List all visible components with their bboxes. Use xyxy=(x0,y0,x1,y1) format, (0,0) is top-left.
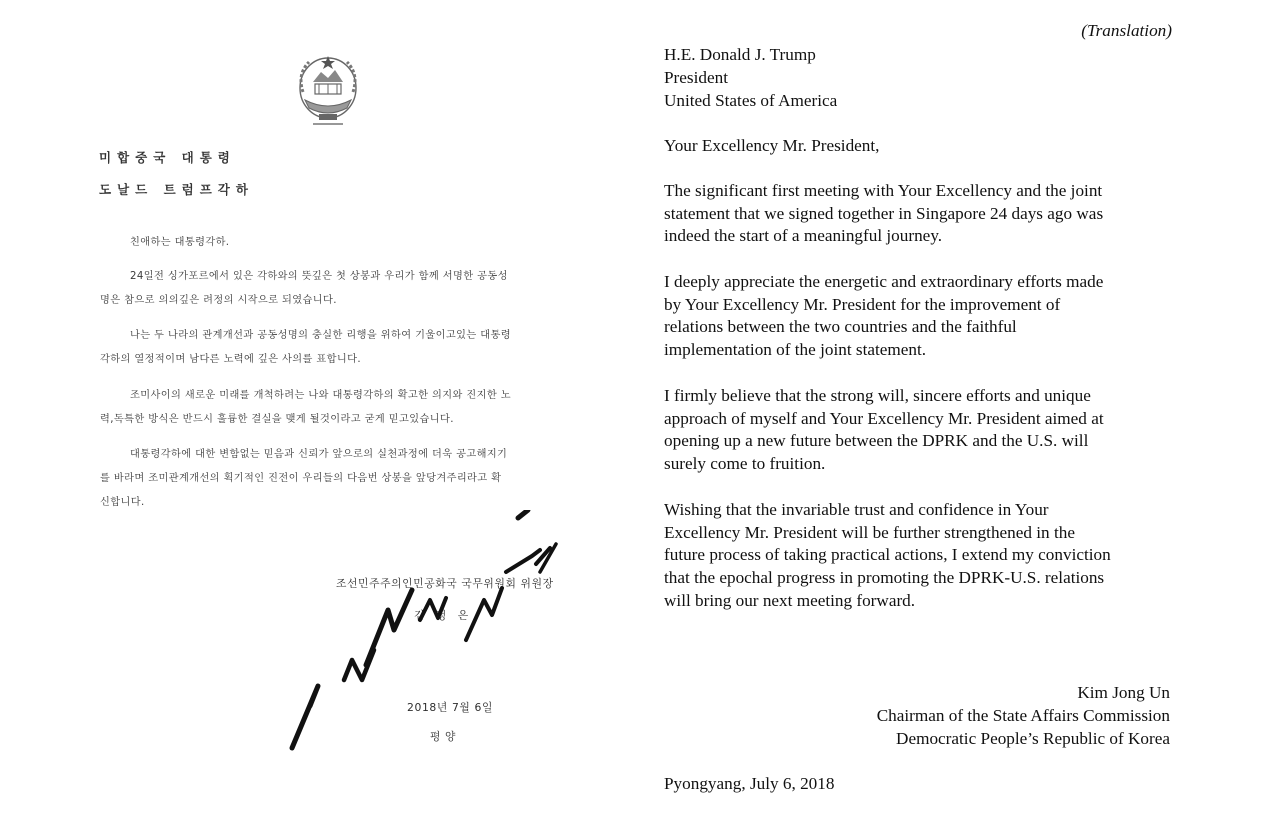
paragraph-line: I firmly believe that the strong will, sincere efforts and unique xyxy=(664,386,1091,405)
paragraph-3 xyxy=(664,385,1184,476)
paragraph-line: indeed the start of a meaningful journey. xyxy=(664,226,943,246)
korean-recipient-line-1: 미합중국 대통령 xyxy=(99,150,236,165)
paragraph-line: future process of taking practical actions, I extend my conviction xyxy=(664,545,1111,565)
korean-paragraph-line: 를 바라며 조미관계개선의 획기적인 진전이 우리들의 다음번 상봉을 앞당겨주리라고 확 xyxy=(100,473,502,484)
paragraph-line: implementation of the joint statement. xyxy=(664,340,927,360)
korean-place: 평 양 xyxy=(430,730,457,743)
korean-paragraph-line: 력,독특한 방식은 반드시 훌륭한 결실을 맺게 될것이라고 굳게 믿고있습니다. xyxy=(100,414,454,425)
recipient-name: H.E. Donald J. Trump xyxy=(664,45,816,64)
signatory-title: Chairman of the State Affairs Commission xyxy=(876,706,1170,725)
korean-original-letter xyxy=(0,0,630,817)
paragraph-line: approach of myself and Your Excellency Mr. President aimed at xyxy=(664,408,1104,428)
paragraph-line: surely come to fruition. xyxy=(664,454,826,474)
korean-signatory-title: 조선민주주의인민공화국 국무위원회 위원장 xyxy=(336,577,554,590)
paragraph-line: Wishing that the invariable trust and confidence in Your xyxy=(664,500,1049,519)
paragraph-4 xyxy=(664,499,1184,613)
korean-paragraph-line: 각하의 열정적이며 남다른 노력에 깊은 사의를 표합니다. xyxy=(100,354,362,365)
paragraph-line: I deeply appreciate the energetic and extraordinary efforts made xyxy=(664,272,1104,291)
english-translation-letter xyxy=(630,0,1280,817)
signatory-name: Kim Jong Un xyxy=(1077,683,1170,702)
korean-paragraph-line: 24일전 싱가포르에서 있은 각하와의 뜻깊은 첫 상봉과 우리가 함께 서명한 공동성 xyxy=(130,271,508,282)
korean-paragraph-line: 대통령각하에 대한 변함없는 믿음과 신뢰가 앞으로의 실천과정에 더욱 공고해지기 xyxy=(130,449,508,460)
paragraph-line: by Your Excellency Mr. President for the improvement of xyxy=(664,294,1061,314)
recipient-title: President xyxy=(664,68,728,87)
korean-paragraph-line: 조미사이의 새로운 미래를 개척하려는 나와 대통령각하의 확고한 의지와 진지한 노 xyxy=(130,390,511,401)
signatory-country: Democratic People’s Republic of Korea xyxy=(896,729,1170,748)
dprk-emblem-icon xyxy=(283,48,373,130)
korean-salutation: 친애하는 대통령각하. xyxy=(130,237,230,248)
korean-paragraph-line: 신합니다. xyxy=(100,497,145,508)
paragraph-line: relations between the two countries and the faithful xyxy=(664,317,1017,337)
recipient-country: United States of America xyxy=(664,91,838,110)
korean-paragraph-line: 나는 두 나라의 관계개선과 공동성명의 충실한 리행을 위하여 기울이고있는 대통령 xyxy=(130,330,511,341)
korean-paragraph-line: 명은 참으로 의의깊은 려정의 시작으로 되였습니다. xyxy=(100,295,337,306)
translation-note: (Translation) xyxy=(1081,21,1172,40)
place-and-date: Pyongyang, July 6, 2018 xyxy=(664,774,835,793)
korean-recipient-line-2: 도날드 트럼프각하 xyxy=(99,182,254,197)
paragraph-line: The significant first meeting with Your Excellency and the joint xyxy=(664,181,1103,200)
paragraph-line: opening up a new future between the DPRK and the U.S. will xyxy=(664,431,1089,451)
paragraph-2 xyxy=(664,271,1184,362)
paragraph-1 xyxy=(664,180,1184,248)
paragraph-line: Excellency Mr. President will be further strengthened in the xyxy=(664,522,1075,542)
paragraph-line: that the epochal progress in promoting the DPRK-U.S. relations xyxy=(664,568,1105,588)
paragraph-line: will bring our next meeting forward. xyxy=(664,590,916,610)
handwritten-signature-icon xyxy=(270,510,570,760)
salutation: Your Excellency Mr. President, xyxy=(664,136,880,155)
korean-signatory-name: 김 정 은 xyxy=(414,609,473,622)
korean-date: 2018년 7월 6일 xyxy=(407,701,493,714)
paragraph-line: statement that we signed together in Singapore 24 days ago was xyxy=(664,203,1104,223)
